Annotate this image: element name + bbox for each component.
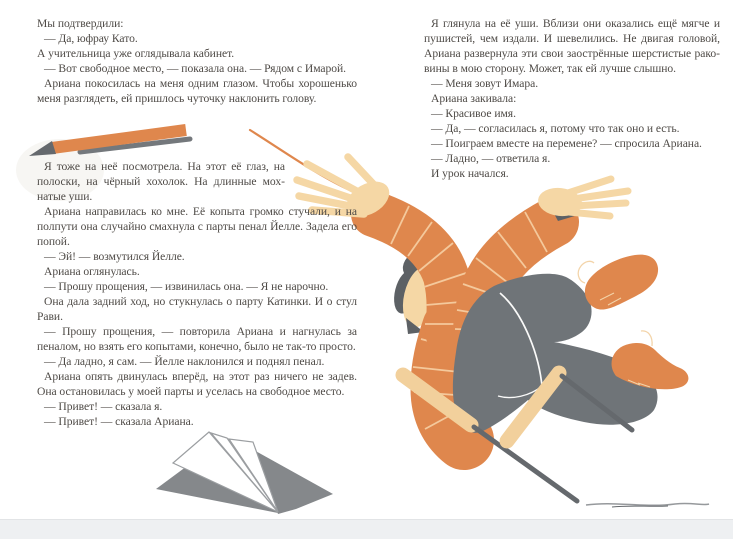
paragraph: Ариана опять двинулась вперёд, на этот раз ничего не задев. Она остановилась у моей парты и уселась на свободное место. xyxy=(37,370,357,398)
paragraph: — Прошу прощения, — извинилась она. — Я не нарочно. xyxy=(44,280,329,293)
paragraph: — Да, юфрау Като. xyxy=(44,32,138,45)
paragraph: Я тоже на неё посмотрела. На этот её глаз, на полоски, на чёрный хохолок. На длинные мохнатые уши. xyxy=(37,160,285,203)
chair-leg-1 xyxy=(474,427,577,501)
paragraph: А учительница уже оглядывала кабинет. xyxy=(37,47,235,60)
paragraph: — Эй! — возмутился Йелле. xyxy=(44,250,185,263)
left-page-text-top xyxy=(37,16,357,106)
paragraph: — Прошу прощения, — повторила Ариана и нагнулась за пеналом, но взять его копытами, конечно, было не так-то просто. xyxy=(37,325,357,353)
right-page-text xyxy=(424,16,720,181)
paragraph: — Привет! — сказала Ариана. xyxy=(44,415,194,428)
paragraph: Ариана направилась ко мне. Её копыта громко стучали, и на полпути она случайно смахнула с парты пенал Йелле. Задела его попой. xyxy=(37,205,357,248)
left-page-text-bottom xyxy=(37,159,357,429)
paragraph: Я глянула на её уши. Вблизи они оказались ещё мягче и пушистей, чем издали. И шевелились. Не двигая головой, Ариана развернула эти свои заострённые шерстистые раковины в мою сторону. Может, так ей лучше слышно. xyxy=(424,17,720,75)
paragraph: — Меня зовут Имара. xyxy=(431,77,539,90)
paragraph: — Привет! — сказала я. xyxy=(44,400,163,413)
window-bottom-bar xyxy=(0,519,733,539)
paragraph: — Вот свободное место, — показала она. — Рядом с Имарой. xyxy=(44,62,347,75)
paragraph: — Да, — согласилась я, потому что так оно и есть. xyxy=(431,122,680,135)
boy-upper-boot xyxy=(578,255,658,310)
paragraph: Ариана оглянулась. xyxy=(44,265,140,278)
open-book-illustration xyxy=(156,432,333,514)
paragraph: Ариана закивала: xyxy=(431,92,517,105)
paragraph: Мы подтвердили: xyxy=(37,17,124,30)
paragraph: — Ладно, — ответила я. xyxy=(431,152,551,165)
paragraph: Ариана покосилась на меня одним глазом. Чтобы хорошенько меня разглядеть, ей пришлось чуточку наклонить голову. xyxy=(37,77,357,105)
upper-boot-shape xyxy=(585,255,658,310)
paragraph: — Да ладно, я сам. — Йелле наклонился и поднял пенал. xyxy=(44,355,325,368)
paragraph: — Красивое имя. xyxy=(431,107,516,120)
floor-line xyxy=(586,503,709,507)
paragraph: Она дала задний ход, но стукнулась о парту Катинки. И о стул Рави. xyxy=(37,295,357,323)
paragraph: И урок начался. xyxy=(431,167,509,180)
paragraph: — Поиграем вместе на перемене? — спросила Ариана. xyxy=(431,137,702,150)
